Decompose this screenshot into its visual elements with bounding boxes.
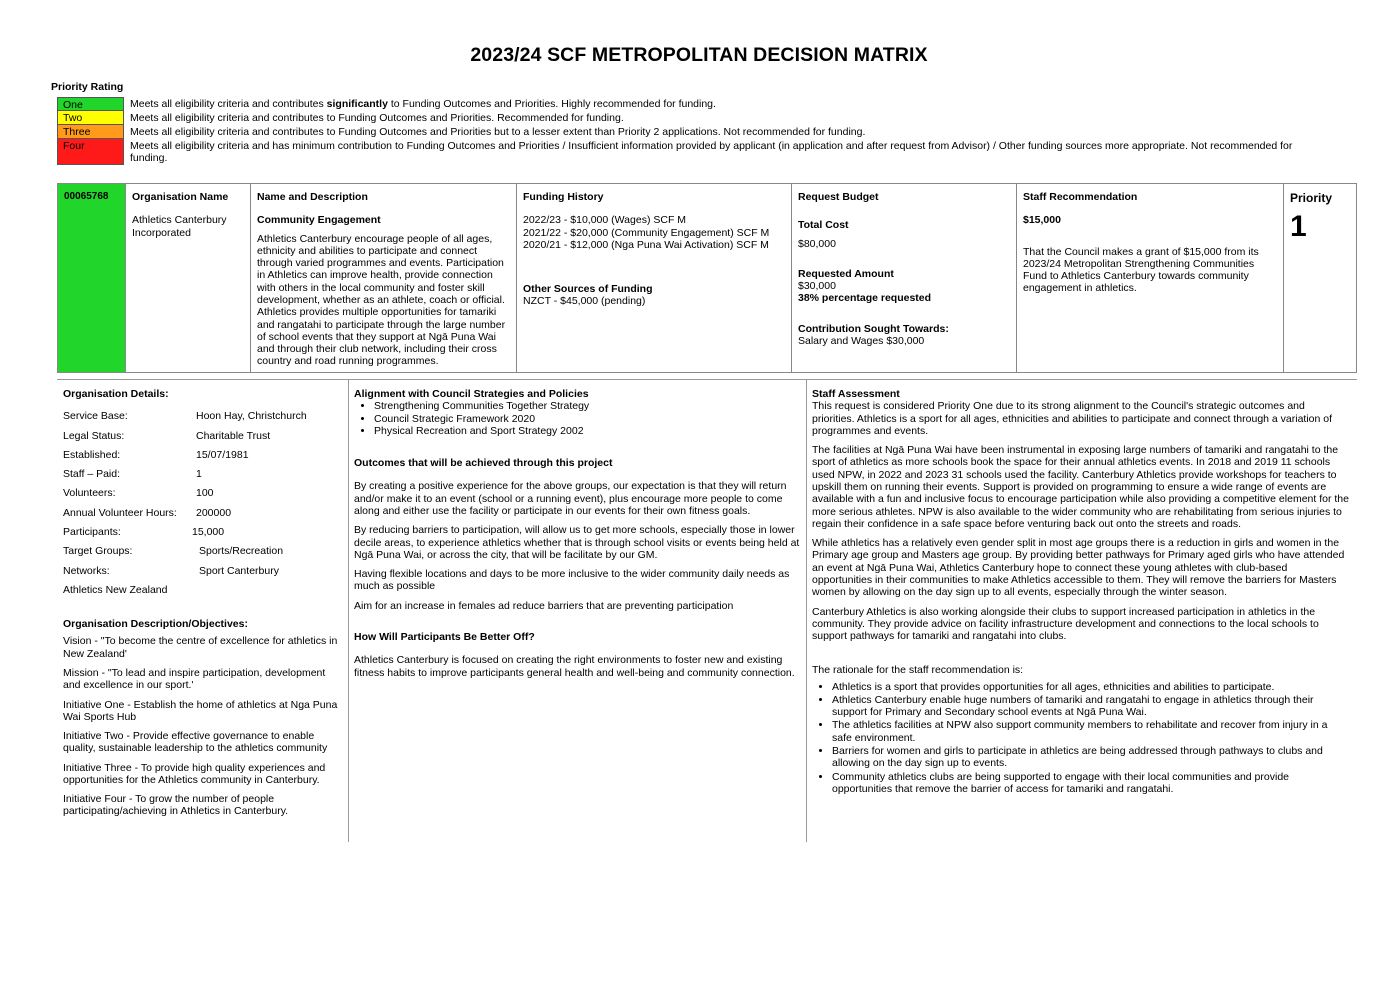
org-details-heading: Organisation Details:	[63, 388, 169, 400]
objective-item: Vision - "To become the centre of excellence for athletics in New Zealand'	[63, 635, 338, 660]
assessment-paragraph: While athletics has a relatively even gender split in most age groups there is a reduction in girls and women in the Primary age group and Masters age group. By providing better pathways for Primary aged girls who have attended an event at Ngā Puna Wai, Athletics Canterbury hope to connect these young athletes with club-based opportunities in their communities to make Athletics accessible to them. They will remove the barriers for Masters women by allowing on the day sign up to all events, especially through the winter season.	[812, 537, 1345, 599]
total-cost-label: Total Cost	[798, 219, 849, 232]
alignment-item: • Council Strategic Framework 2020	[374, 413, 802, 425]
funding-history-item: 2020/21 - $12,000 (Nga Puna Wai Activation) SCF M	[523, 238, 769, 251]
objective-item: Mission - "To lead and inspire participation, development and excellence in our sport.'	[63, 666, 326, 692]
outcomes-heading: Outcomes that will be achieved through this project	[354, 457, 613, 470]
rationale-item: • Athletics is a sport that provides opportunities for all ages, ethnicities and abilities to participate.	[832, 681, 1350, 693]
project-name: Community Engagement	[257, 214, 381, 227]
rationale-list	[812, 681, 1350, 796]
name-description-heading: Name and Description	[257, 191, 368, 203]
org-name: Athletics Canterbury Incorporated	[132, 214, 227, 239]
assessment-paragraph: This request is considered Priority One due to its strong alignment to the Council's strategic outcomes and priorities. Athletics is a sport for all ages, ethnicities and abilities to participate and connect through a variation of programmes and events.	[812, 400, 1333, 437]
objective-item: Initiative Three - To provide high quality experiences and opportunities for the Athletics community in Canterbury.	[63, 761, 326, 786]
legend-row-one	[57, 97, 1317, 111]
priority-value: 1	[1290, 210, 1307, 244]
application-table	[57, 183, 1357, 373]
alignment-item: • Strengthening Communities Together Strategy	[374, 400, 802, 412]
name-description-cell	[251, 184, 517, 372]
legend-row-three	[57, 125, 1317, 139]
rationale-item: • The athletics facilities at NPW also support community members to rehabilitate and recover from injury in a safe environment.	[832, 719, 1350, 744]
outcome-item: Having flexible locations and days to be more inclusive to the wider community daily needs as much as possible	[354, 568, 790, 593]
org-name-heading: Organisation Name	[132, 191, 229, 203]
staff-recommendation-cell	[1017, 184, 1284, 372]
funding-history-item: 2022/23 - $10,000 (Wages) SCF M	[523, 214, 687, 227]
legend-swatch-two: Two	[57, 111, 124, 125]
legend-text-two: Meets all eligibility criteria and contributes to Funding Outcomes and Priorities. Recommended for funding.	[130, 112, 624, 124]
legend-swatch-one: One	[57, 97, 124, 111]
request-budget-cell	[792, 184, 1017, 372]
assessment-paragraph: Canterbury Athletics is also working alongside their clubs to support increased participation in athletics in the community. They provide advice on facility infrastructure development and connections to the local schools to support pathways for tamariki and rangatahi into clubs.	[812, 605, 1319, 643]
priority-heading: Priority	[1290, 191, 1333, 205]
staff-assessment-heading: Staff Assessment	[812, 388, 900, 400]
project-description: Athletics Canterbury encourage people of all ages, ethnicity and abilities to participate and connect through varied programmes and events. Participation in Athletics can improve health, provide connection with others in the local community and foster skill development, whether as an athlete, coach or official. Athletics provides multiple opportunities for tamariki and rangatahi to participate through the large number of school events that they support at Ngā Puna Wai and through their club network, including their cross country and road running programmes.	[257, 232, 506, 368]
legend-text-one: Meets all eligibility criteria and contributes significantly to Funding Outcomes and Priorities. Highly recommended for funding.	[130, 98, 716, 110]
better-off-heading: How Will Participants Be Better Off?	[354, 630, 535, 643]
other-sources: NZCT - $45,000 (pending)	[523, 295, 646, 308]
funding-history-item: 2021/22 - $20,000 (Community Engagement) SCF M	[523, 226, 770, 239]
staff-recommendation-amount: $15,000	[1023, 214, 1061, 227]
network-extra: Athletics New Zealand	[63, 583, 168, 596]
staff-assessment	[812, 384, 1350, 796]
rationale-item: • Barriers for women and girls to participate in athletics are being addressed through pathways to clubs and allowing on the day sign up to events.	[832, 745, 1350, 770]
org-detail-row: Volunteers: 100	[63, 487, 214, 500]
page-title: 2023/24 SCF METROPOLITAN DECISION MATRIX	[470, 44, 928, 66]
requested-label: Requested Amount	[798, 267, 894, 280]
legend-row-four	[57, 139, 1317, 165]
rationale-item: • Athletics Canterbury enable huge numbers of tamariki and rangatahi to engage in athletics through their support for Primary and Secondary school events at Ngā Puna Wai.	[832, 694, 1350, 719]
objective-item: Initiative Two - Provide effective governance to enable quality, sustainable leadership to the athletics community	[63, 730, 328, 755]
contribution: Salary and Wages $30,000	[798, 334, 925, 347]
application-id: 00065768	[58, 184, 126, 372]
organisation-details	[63, 384, 345, 825]
request-budget-heading: Request Budget	[798, 191, 879, 203]
staff-recommendation-text: That the Council makes a grant of $15,000 from its 2023/24 Metropolitan Strengthening Communities Fund to Athletics Canterbury towards community engagement in athletics.	[1023, 245, 1259, 295]
outcome-item: By creating a positive experience for the above groups, our expectation is that they will return and/or make it to an event (school or a running event), plus encourage more people to come along and either use the facility or participate in our events for their own fitness goals.	[354, 480, 787, 517]
org-detail-row: Annual Volunteer Hours: 200000	[63, 506, 232, 519]
alignment-list	[354, 400, 802, 437]
objective-item: Initiative One - Establish the home of athletics at Nga Puna Wai Sports Hub	[63, 698, 338, 723]
objective-item: Initiative Four - To grow the number of people participating/achieving in Athletics in Canterbury.	[63, 793, 289, 818]
better-off-text: Athletics Canterbury is focused on creating the right environments to foster new and existing fitness habits to improve participants general health and well-being and community connection.	[354, 654, 795, 679]
alignment-item: • Physical Recreation and Sport Strategy 2002	[374, 425, 802, 437]
org-detail-row: Service Base: Hoon Hay, Christchurch	[63, 410, 307, 423]
column-divider	[348, 380, 349, 842]
priority-cell	[1284, 184, 1356, 372]
legend-text-three: Meets all eligibility criteria and contributes to Funding Outcomes and Priorities but to a lesser extent than Priority 2 applications. Not recommended for funding.	[130, 126, 866, 138]
outcome-item: Aim for an increase in females ad reduce barriers that are preventing participation	[354, 599, 734, 612]
legend-text-four: Meets all eligibility criteria and has minimum contribution to Funding Outcomes and Priorities / Insufficient information provided by applicant (in application and after request from Advisor) / Other funding sources more appropriate. Not recommended for funding.	[130, 140, 1293, 165]
legend-swatch-three: Three	[57, 125, 124, 139]
contribution-label: Contribution Sought Towards:	[798, 322, 949, 335]
funding-history-heading: Funding History	[523, 191, 604, 203]
org-detail-row: Legal Status: Charitable Trust	[63, 429, 271, 442]
priority-legend	[57, 97, 1317, 165]
funding-history-cell	[517, 184, 792, 372]
legend-row-two	[57, 111, 1317, 125]
staff-recommendation-heading: Staff Recommendation	[1023, 191, 1138, 203]
org-detail-row: Participants: 15,000	[63, 525, 225, 538]
org-name-cell	[126, 184, 251, 372]
rationale-intro: The rationale for the staff recommendation is:	[812, 664, 1024, 677]
section-divider	[57, 379, 1357, 380]
total-cost: $80,000	[798, 237, 836, 250]
org-detail-row: Target Groups: Sports/Recreation	[63, 545, 284, 558]
org-detail-row: Networks: Sport Canterbury	[63, 564, 279, 577]
org-description-heading: Organisation Description/Objectives:	[63, 618, 248, 631]
outcome-item: By reducing barriers to participation, will allow us to get more schools, especially those in lower decile areas, to experience athletics whether that is through school visits or events being held at Ngā Puna Wai, or across the city, that will be facilitate by our GM.	[354, 524, 800, 561]
assessment-paragraph: The facilities at Ngā Puna Wai have been instrumental in exposing large numbers of tamariki and rangatahi to the sport of athletics as more schools book the space for their annual athletics events. In 2018 and 2019 11 schools used NPW, in 2022 and 2023 31 schools used the facility. Canterbury Athletics provide workshops for teachers to upskill them on running their events. Support is provided on programming to ensure a wide range of events are available with a fun and inclusive focus to encourage participation while also providing a competitive element for the more serious athletes. NPW is also available to the wider community who are rehabilitating from serious injuries to regain their confidence in a safe space before venturing back out onto the streets and roads.	[812, 444, 1349, 530]
legend-swatch-four: Four	[57, 139, 124, 165]
column-divider	[806, 380, 807, 842]
percentage-requested: 38% percentage requested	[798, 292, 932, 305]
alignment-section	[354, 384, 802, 686]
requested-amount: $30,000	[798, 280, 836, 293]
other-sources-heading: Other Sources of Funding	[523, 283, 653, 296]
org-detail-row: Established: 15/07/1981	[63, 448, 249, 461]
priority-rating-heading: Priority Rating	[51, 81, 124, 93]
alignment-heading: Alignment with Council Strategies and Policies	[354, 388, 589, 400]
rationale-item: • Community athletics clubs are being supported to engage with their local communities and provide opportunities that remove the barrier of access for tamariki and rangatahi.	[832, 771, 1350, 796]
org-detail-row: Staff – Paid: 1	[63, 468, 202, 481]
